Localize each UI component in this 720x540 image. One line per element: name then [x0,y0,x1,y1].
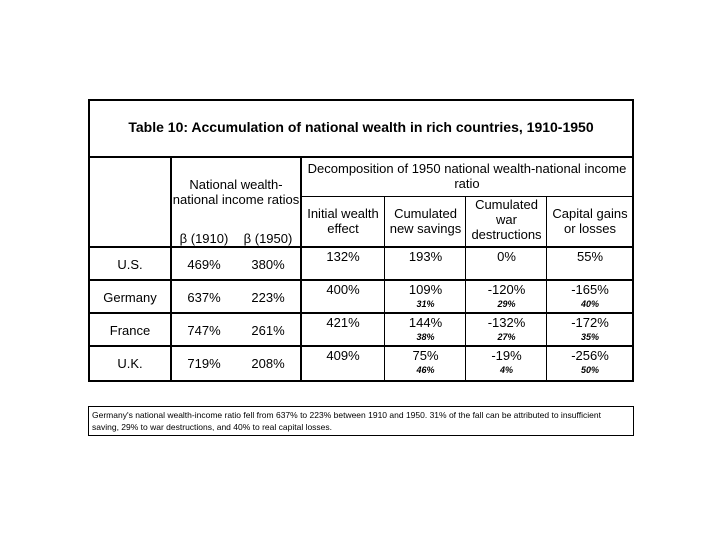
b1910-cell: 747% [187,323,221,338]
row-divider-2 [90,312,632,314]
col-divider-war [465,196,466,380]
b1950-cell: 223% [251,290,285,305]
war-share: 27% [497,332,516,342]
col-header-gains: Capital gains or losses [552,206,628,236]
savings-share: 38% [416,332,435,342]
col-divider-gains [546,196,547,380]
wealth-table [88,99,634,382]
gains-cell: -165% [571,282,609,297]
savings-cell: 193% [408,249,443,264]
gains-cell: 55% [576,249,604,264]
col-header-war: Cumulated war destructions [471,197,542,242]
header-group-left: National wealth- national income ratios [172,177,300,207]
col-divider-savings [384,196,385,380]
initial-cell: 421% [326,315,360,330]
savings-cell: 75% [412,348,439,363]
country-cell: U.S. [117,257,143,272]
b1950-cell: 380% [251,257,285,272]
col-header-b1910: β (1910) [179,231,229,246]
b1950-cell: 261% [251,323,285,338]
initial-cell: 400% [326,282,360,297]
col-header-initial: Initial wealth effect [307,206,379,236]
gains-share: 50% [580,365,599,375]
header-group-right: Decomposition of 1950 national wealth-national income ratio [307,161,627,191]
b1910-cell: 637% [187,290,221,305]
initial-cell: 132% [326,249,360,264]
b1910-cell: 719% [187,356,221,371]
gains-cell: -256% [571,348,609,363]
savings-share: 46% [416,365,435,375]
b1910-cell: 469% [187,257,221,272]
gains-cell: -172% [571,315,609,330]
savings-cell: 109% [408,282,443,297]
b1950-cell: 208% [251,356,285,371]
row-divider-1 [90,279,632,281]
savings-share: 31% [416,299,435,309]
country-cell: U.K. [117,356,143,371]
footnote-box: Germany's national wealth-income ratio fell from 637% to 223% between 1910 and 1950. 31% of the fall can be attributed to insufficient saving, 29% to war destructions, and 40% to real capital losses. [88,406,634,436]
war-cell: -120% [487,282,526,297]
col-header-savings: Cumulated new savings [389,206,462,236]
row-divider-3 [90,345,632,347]
gains-share: 35% [580,332,599,342]
initial-cell: 409% [326,348,360,363]
war-share: 29% [497,299,516,309]
header-divider [90,246,632,248]
col-header-b1950: β (1950) [243,231,293,246]
war-cell: -132% [487,315,526,330]
war-cell: -19% [491,348,522,363]
country-cell: Germany [103,290,157,305]
war-cell: 0% [497,249,516,264]
country-cell: France [109,323,151,338]
war-share: 4% [499,365,513,375]
decomp-header-divider [300,196,632,197]
savings-cell: 144% [408,315,443,330]
gains-share: 40% [580,299,599,309]
table-title: Table 10: Accumulation of national wealth in rich countries, 1910-1950 [128,119,594,135]
